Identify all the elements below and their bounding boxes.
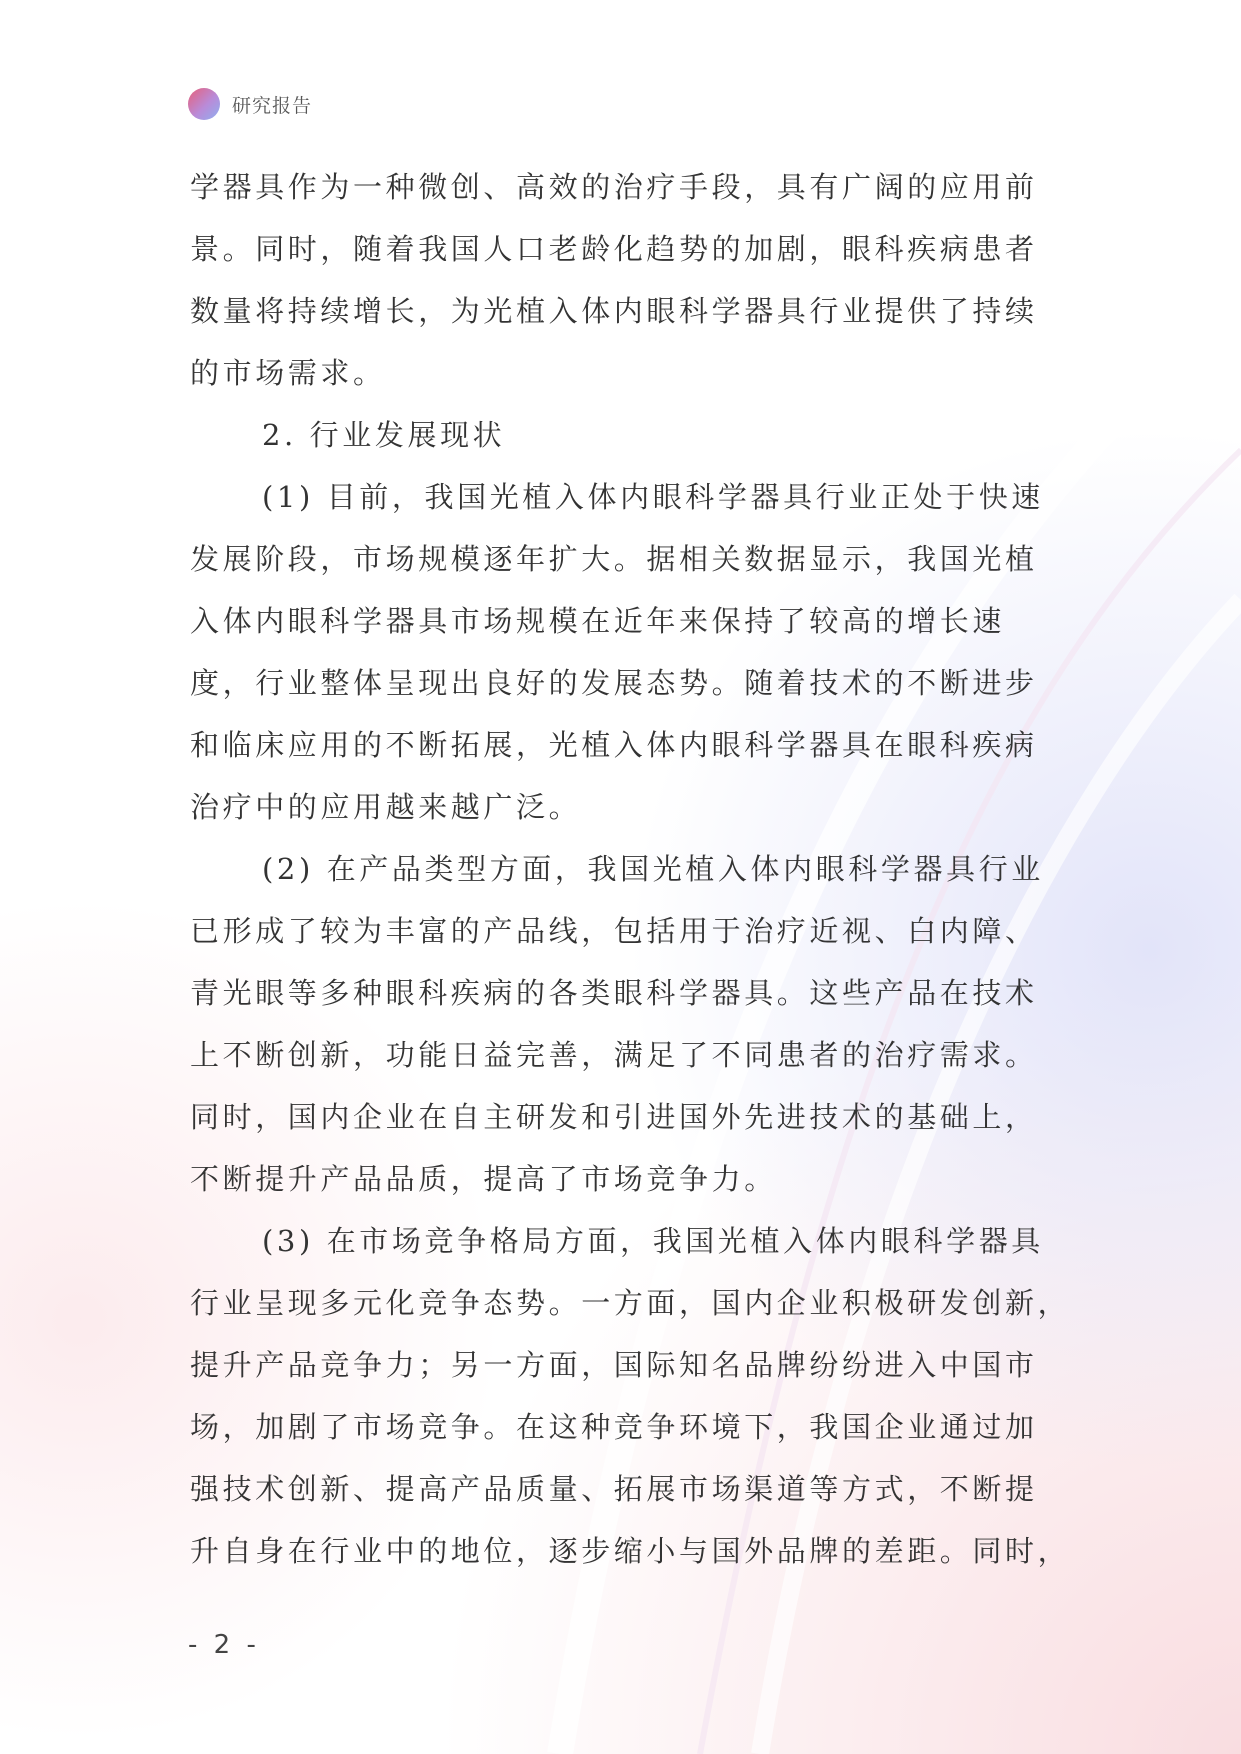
text-line: 提升产品竞争力；另一方面，国际知名品牌纷纷进入中国市	[190, 1348, 1038, 1382]
report-header	[188, 88, 312, 120]
text-line: 同时，国内企业在自主研发和引进国外先进技术的基础上，	[190, 1100, 1038, 1134]
text-line: 学器具作为一种微创、高效的治疗手段，具有广阔的应用前	[190, 170, 1038, 204]
text-line: 数量将持续增长，为光植入体内眼科学器具行业提供了持续	[190, 294, 1038, 328]
section-heading: 2. 行业发展现状	[262, 418, 506, 452]
text-line: 入体内眼科学器具市场规模在近年来保持了较高的增长速	[190, 604, 1006, 638]
logo-icon	[188, 88, 220, 120]
text-line: 度，行业整体呈现出良好的发展态势。随着技术的不断进步	[190, 666, 1038, 700]
text-line: 不断提升产品品质，提高了市场竞争力。	[190, 1162, 777, 1196]
header-title: 研究报告	[232, 94, 313, 117]
text-line: 行业呈现多元化竞争态势。一方面，国内企业积极研发创新，	[190, 1286, 1071, 1320]
text-line: (3) 在市场竞争格局方面，我国光植入体内眼科学器具	[262, 1224, 1044, 1258]
text-line: 和临床应用的不断拓展，光植入体内眼科学器具在眼科疾病	[190, 728, 1038, 762]
text-line: 发展阶段，市场规模逐年扩大。据相关数据显示，我国光植	[190, 542, 1038, 576]
text-line: 景。同时，随着我国人口老龄化趋势的加剧，眼科疾病患者	[190, 232, 1038, 266]
text-line: 强技术创新、提高产品质量、拓展市场渠道等方式，不断提	[190, 1472, 1038, 1506]
text-line: 的市场需求。	[190, 356, 386, 390]
text-line: 升自身在行业中的地位，逐步缩小与国外品牌的差距。同时，	[190, 1534, 1071, 1568]
body-text	[190, 156, 1070, 1582]
text-line: 上不断创新，功能日益完善，满足了不同患者的治疗需求。	[190, 1038, 1038, 1072]
text-line: 青光眼等多种眼科疾病的各类眼科学器具。这些产品在技术	[190, 976, 1038, 1010]
text-line: 治疗中的应用越来越广泛。	[190, 790, 582, 824]
text-line: 已形成了较为丰富的产品线，包括用于治疗近视、白内障、	[190, 914, 1038, 948]
text-line: (1) 目前，我国光植入体内眼科学器具行业正处于快速	[262, 480, 1044, 514]
text-line: 场，加剧了市场竞争。在这种竞争环境下，我国企业通过加	[190, 1410, 1038, 1444]
text-line: (2) 在产品类型方面，我国光植入体内眼科学器具行业	[262, 852, 1044, 886]
page-number: - 2 -	[188, 1630, 260, 1660]
